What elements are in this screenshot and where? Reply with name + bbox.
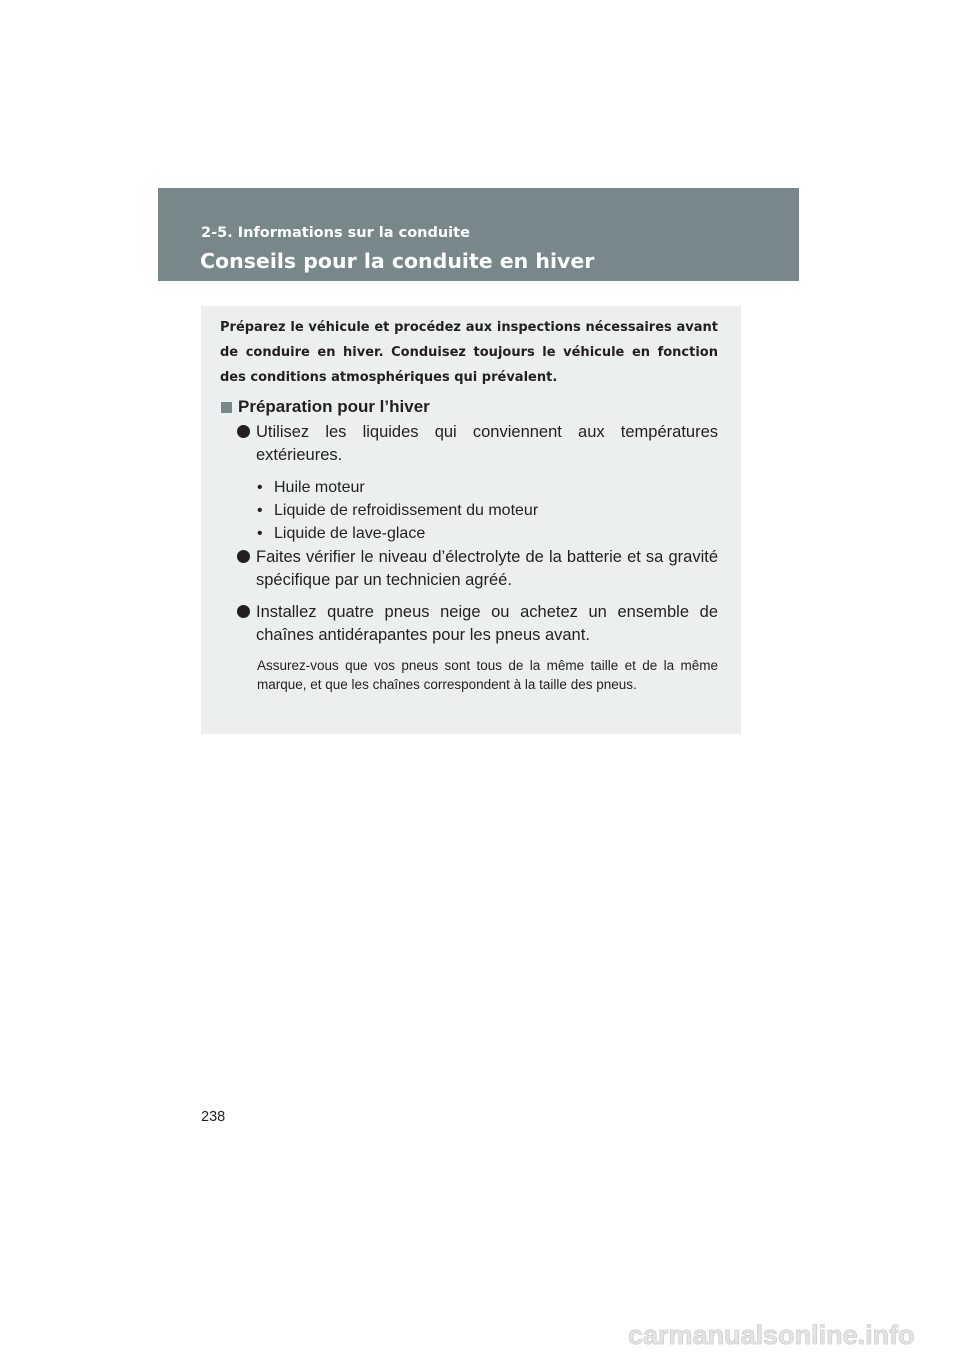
round-bullet-icon: [237, 605, 250, 618]
list-item: [237, 546, 718, 592]
fluid-list-item: • Liquide de lave-glace: [257, 522, 538, 545]
watermark-logo: [628, 1310, 954, 1358]
round-bullet-icon: [237, 550, 250, 563]
square-bullet-icon: [221, 402, 232, 413]
chapter-header-band: [158, 188, 799, 281]
fluid-list-item: • Liquide de refroidissement du moteur: [257, 499, 538, 522]
list-item-text: Faites vérifier le niveau d’électrolyte de la batterie et sa gravité spécifique par un technicien agréé.: [256, 548, 718, 589]
list-item-text: Installez quatre pneus neige ou achetez un ensemble de chaînes antidérapantes pour les pneus avant.: [256, 603, 718, 644]
fluid-list-item: • Huile moteur: [257, 476, 538, 499]
note-text: Assurez-vous que vos pneus sont tous de la même taille et de la même marque, et que les chaînes correspondent à la taille des pneus.: [257, 658, 718, 692]
round-bullet-icon: [237, 425, 250, 438]
watermark-logo-graphic: [628, 1310, 954, 1358]
fluid-list: [257, 476, 538, 545]
intro-paragraph: Préparez le véhicule et procédez aux inspections nécessaires avant de conduire en hiver. Conduisez toujours le véhicule en fonction des conditions atmosphériques qui prévalent.: [220, 320, 718, 385]
page-title: Conseils pour la conduite en hiver: [200, 249, 595, 273]
page-number: 238: [201, 1109, 226, 1125]
section-label: 2-5. Informations sur la conduite: [201, 225, 470, 241]
watermark-text: carmanualsonline.info: [628, 1320, 915, 1350]
list-item-text: Utilisez les liquides qui conviennent aux températures extérieures.: [256, 423, 718, 464]
subheading-text: Préparation pour l’hiver: [238, 397, 430, 416]
list-item: [237, 601, 718, 647]
subheading: [221, 397, 430, 417]
content-box: [201, 306, 741, 734]
list-item: [237, 421, 718, 467]
